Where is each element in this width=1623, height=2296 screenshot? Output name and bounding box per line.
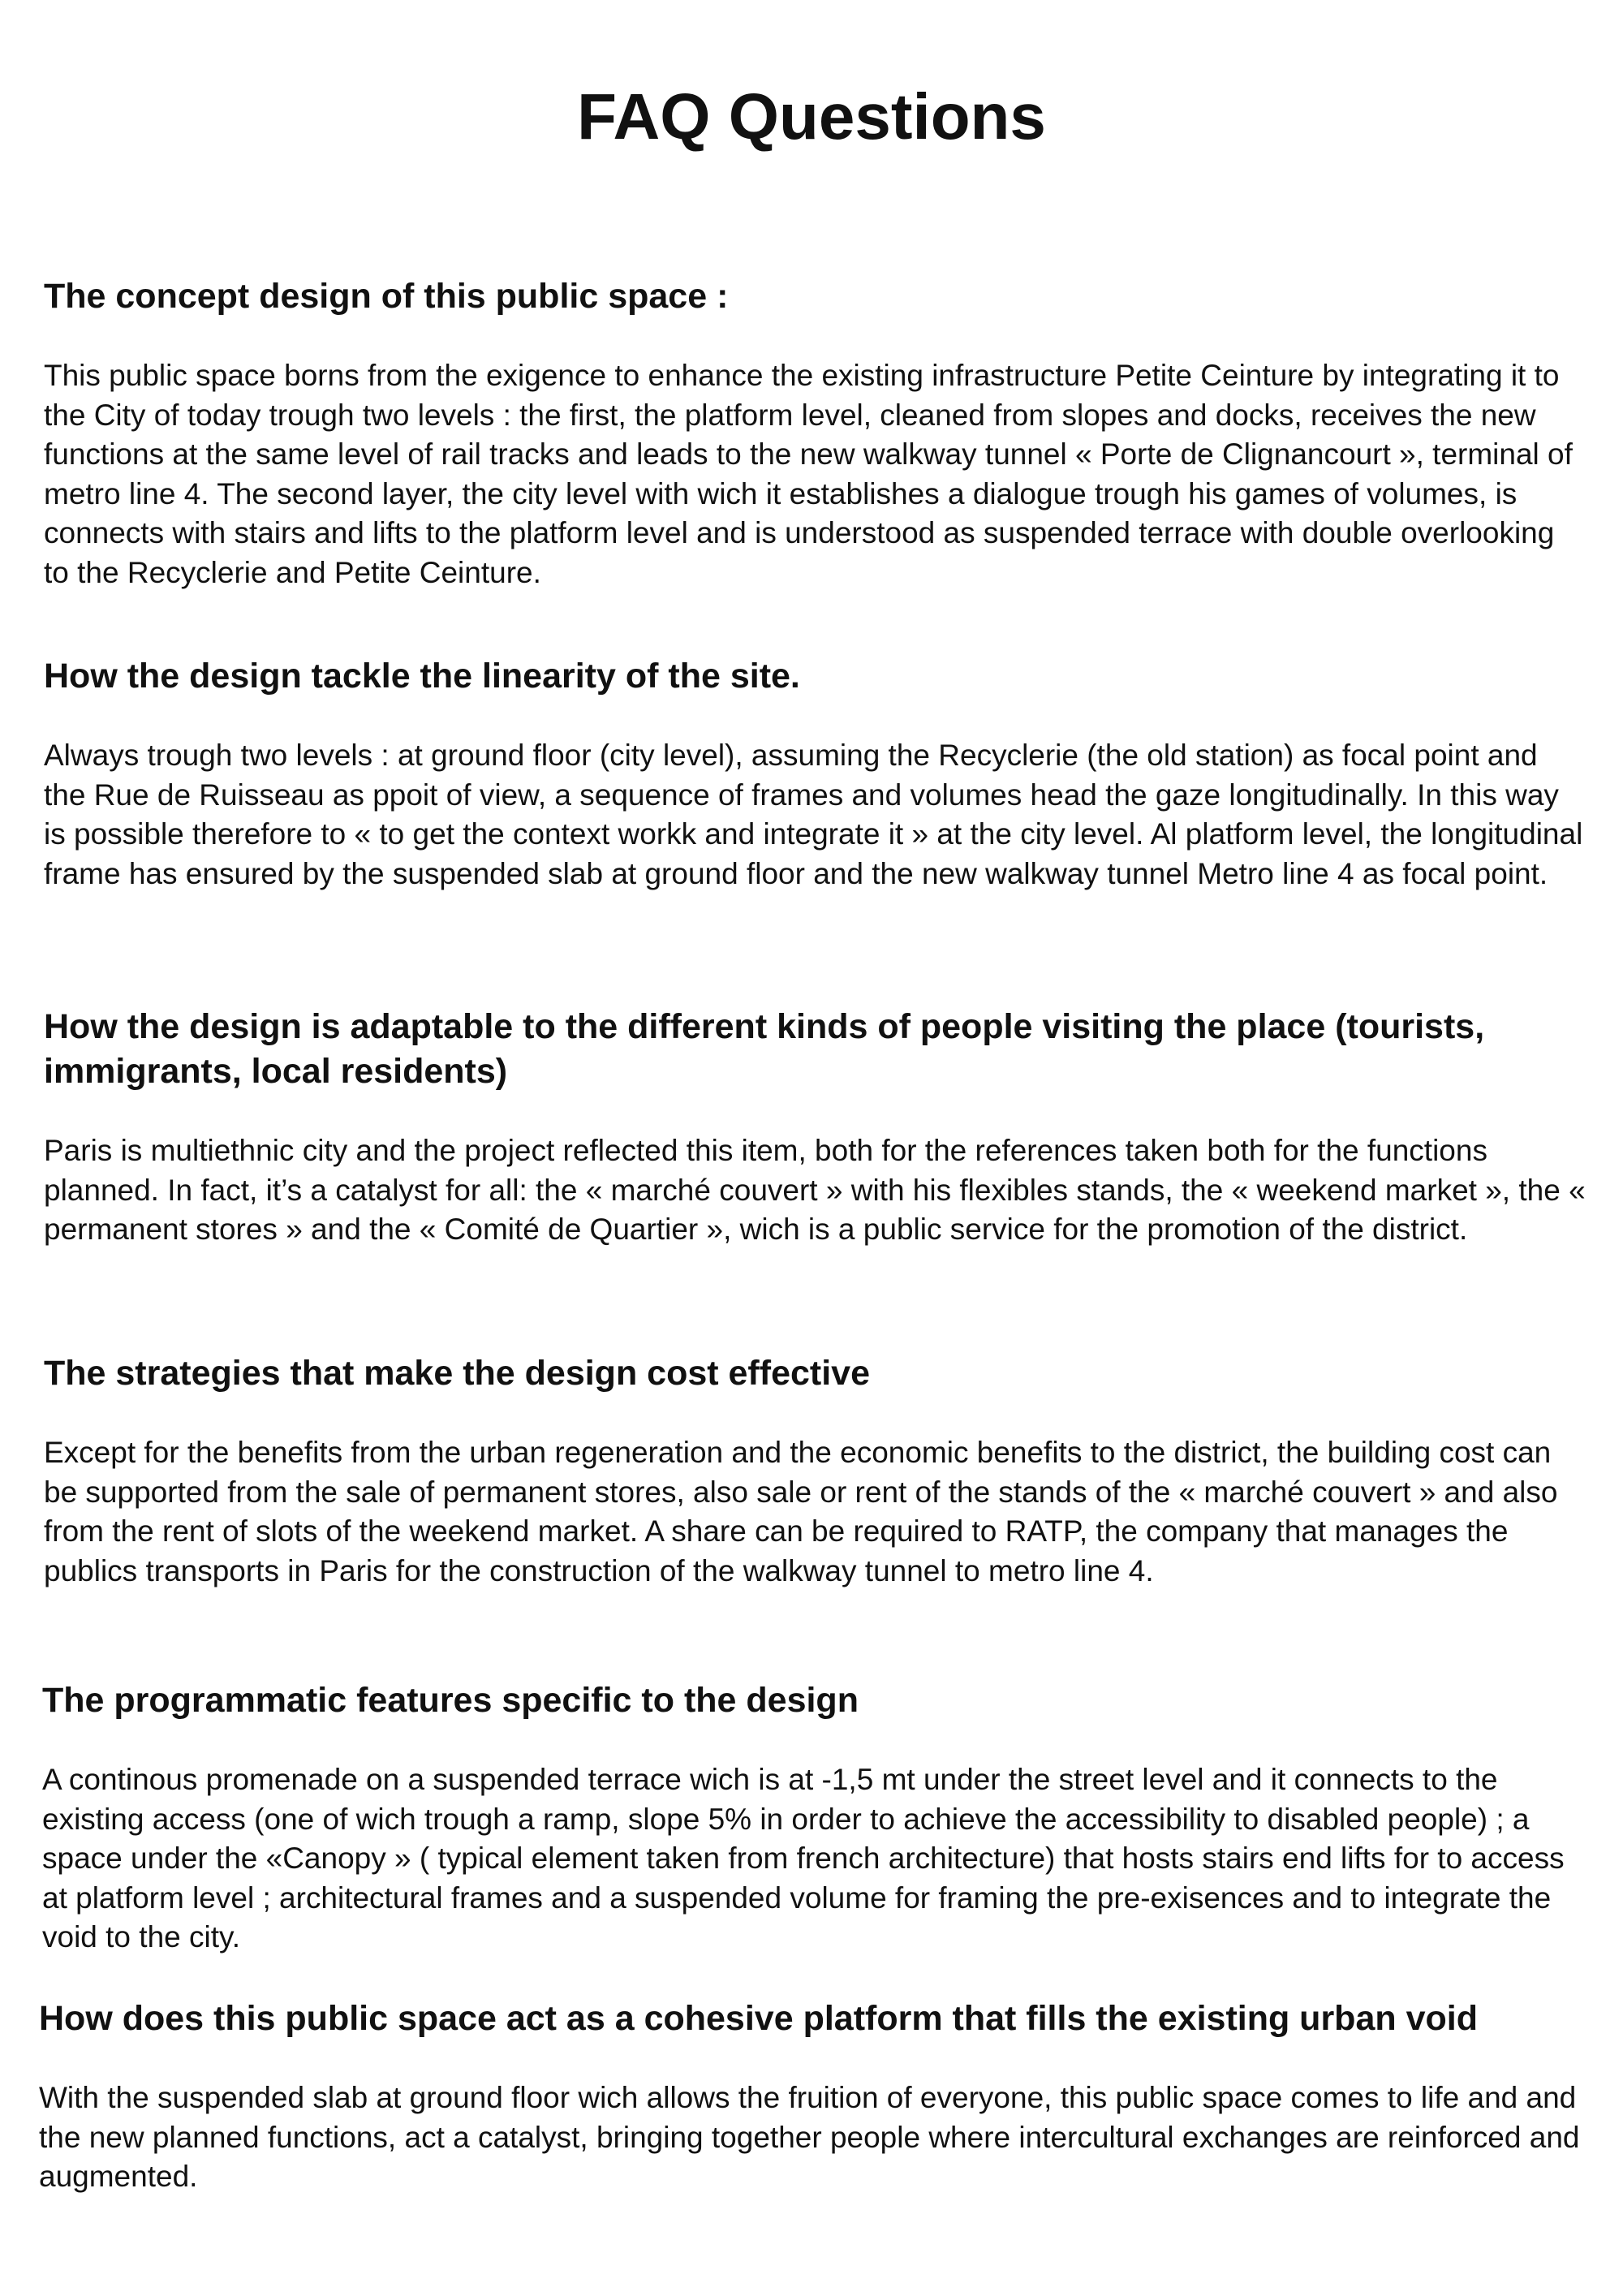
faq-question: How the design tackle the linearity of the site. xyxy=(44,657,800,696)
faq-section-cohesive-platform xyxy=(39,1997,1581,2197)
faq-question: How does this public space act as a cohesive platform that fills the existing urban void xyxy=(39,1999,1478,2038)
faq-answer: This public space borns from the exigence to enhance the existing infrastructure Petite Ceinture by integrating it to the City of today trough two levels : the first, the platform level, cleaned from slopes and docks, receives the new functions at the same level of rail tracks and leads to the new walkway tunnel « Porte de Clignancourt », terminal of metro line 4. The second layer, the city level with wich it establishes a dialogue trough his games of volumes, is connects with stairs and lifts to the platform level and is understood as suspended terrace with double overlooking to the Recyclerie and Petite Ceinture. xyxy=(44,359,1573,589)
faq-answer: Paris is multiethnic city and the project reflected this item, both for the references taken both for the functions planned. In fact, it’s a catalyst for all: the « marché couvert » with his flexibles stands, the « weekend market », the « permanent stores » and the « Comité de Quartier », wich is a public service for the promotion of the district. xyxy=(44,1134,1586,1246)
faq-section-programmatic-features xyxy=(42,1678,1584,1958)
faq-section-cost-effective xyxy=(44,1351,1586,1591)
faq-question: The concept design of this public space : xyxy=(44,277,729,316)
faq-question: The strategies that make the design cost effective xyxy=(44,1354,870,1393)
faq-question: How the design is adaptable to the different kinds of people visiting the place (tourists, immigrants, local residents) xyxy=(44,1007,1485,1091)
faq-question: The programmatic features specific to the design xyxy=(42,1681,859,1720)
faq-section-concept-design xyxy=(44,274,1586,592)
faq-answer: A continous promenade on a suspended terrace wich is at -1,5 mt under the street level and it connects to the existing access (one of wich trough a ramp, slope 5% in order to achieve the accessibility to disabled people) ; a space under the «Canopy » ( typical element taken from french architecture) that hosts stairs end lifts for to access at platform level ; architectural frames and a suspended volume for framing the pre-exisences and to integrate the void to the city. xyxy=(42,1763,1565,1954)
page-title: FAQ Questions xyxy=(577,80,1046,153)
faq-section-adaptability xyxy=(44,1005,1586,1250)
faq-section-linearity xyxy=(44,654,1586,894)
faq-answer: Except for the benefits from the urban regeneration and the economic benefits to the district, the building cost can be supported from the sale of permanent stores, also sale or rent of the stands of the « marché couvert » and also from the rent of slots of the weekend market. A share can be required to RATP, the company that manages the publics transports in Paris for the construction of the walkway tunnel to metro line 4. xyxy=(44,1436,1558,1587)
faq-answer: With the suspended slab at ground floor wich allows the fruition of everyone, this public space comes to life and and the new planned functions, act a catalyst, bringing together people where intercultural exchanges are reinforced and augmented. xyxy=(39,2081,1580,2193)
faq-answer: Always trough two levels : at ground floor (city level), assuming the Recyclerie (the old station) as focal point and the Rue de Ruisseau as ppoit of view, a sequence of frames and volumes head the gaze longitudinally. In this way is possible therefore to « to get the context workk and integrate it » at the city level. Al platform level, the longitudinal frame has ensured by the suspended slab at ground floor and the new walkway tunnel Metro line 4 as focal point. xyxy=(44,739,1583,890)
